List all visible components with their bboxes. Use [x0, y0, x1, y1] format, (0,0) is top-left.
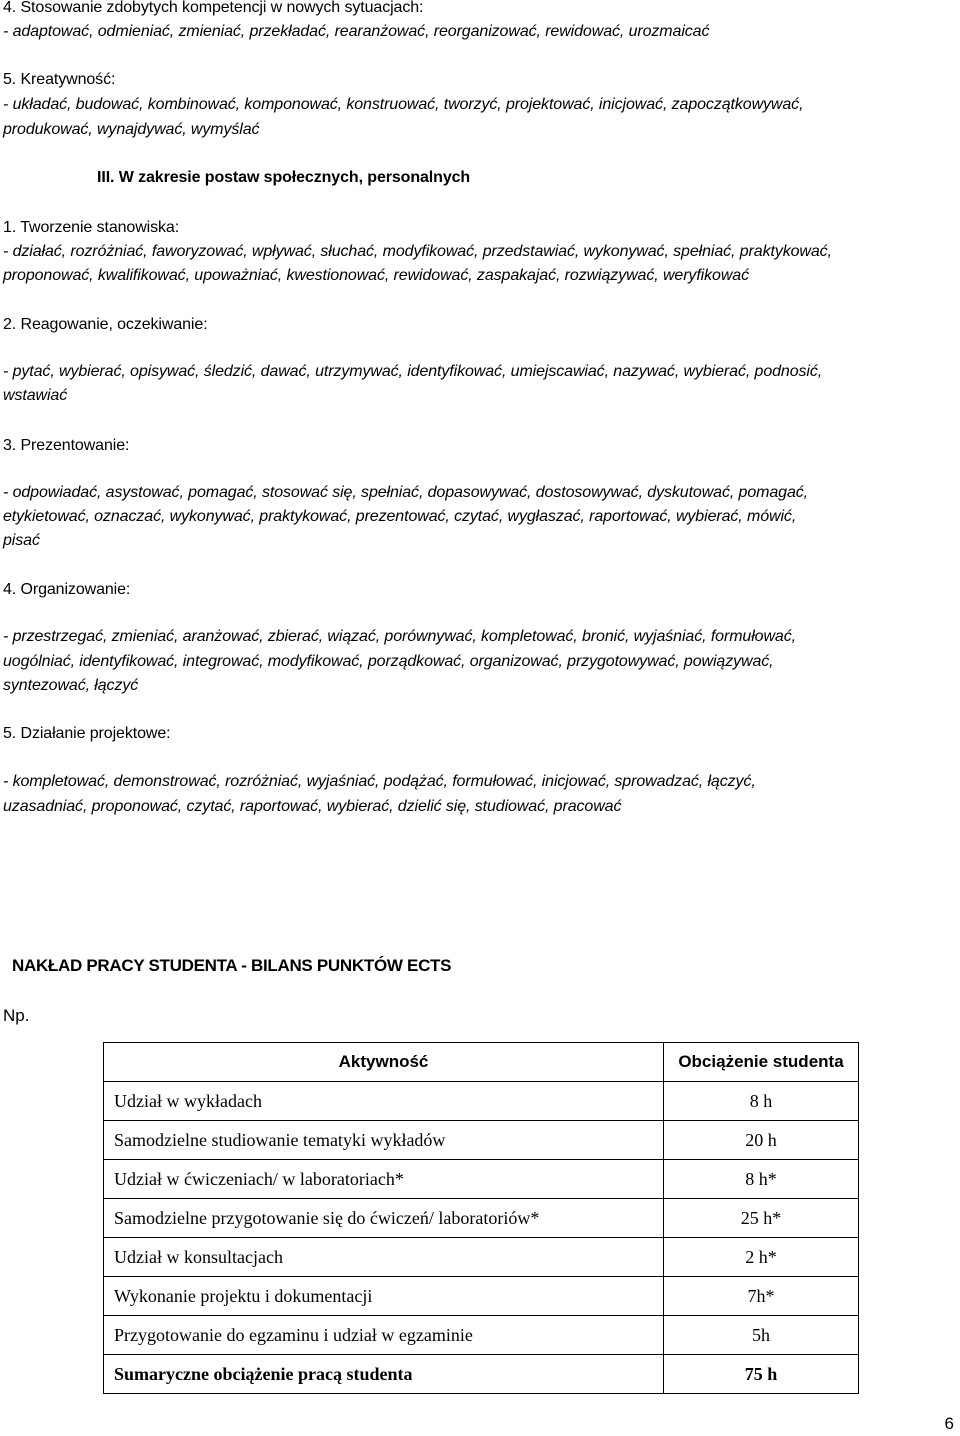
section-2-title: 2. Reagowanie, oczekiwanie:	[3, 316, 208, 333]
table-row	[104, 1160, 859, 1199]
competence-5-verbs-line2: produkować, wynajdywać, wymyślać	[3, 121, 260, 138]
section-5-line2: uzasadniać, proponować, czytać, raportować, wybierać, dzielić się, studiować, pracować	[3, 798, 622, 815]
section-2-line2: wstawiać	[3, 387, 68, 404]
section-3-title: 3. Prezentowanie:	[3, 437, 130, 454]
activity-cell: Udział w wykładach	[104, 1082, 664, 1121]
summary-total-cell: 75 h	[664, 1355, 859, 1394]
table-row	[104, 1316, 859, 1355]
section-1-line2: proponować, kwalifikować, upoważniać, kwestionować, rewidować, zaspakajać, rozwiązywać, weryfikować	[3, 267, 749, 284]
activity-cell: Samodzielne przygotowanie się do ćwiczeń/ laboratoriów*	[104, 1199, 664, 1238]
ects-table	[103, 1042, 859, 1394]
section-4-title: 4. Organizowanie:	[3, 581, 131, 598]
section-5-line1: - kompletować, demonstrować, rozróżniać, wyjaśniać, podążać, formułować, inicjować, sprowadzać, łączyć,	[3, 773, 756, 790]
column-header-activity: Aktywność	[104, 1043, 664, 1082]
section-3-line2: etykietować, oznaczać, wykonywać, praktykować, prezentować, czytać, wygłaszać, raportować, wybierać, mówić,	[3, 508, 797, 525]
table-summary-row	[104, 1355, 859, 1394]
section-4-line3: syntezować, łączyć	[3, 677, 139, 694]
table-header-row	[104, 1043, 859, 1082]
workload-cell: 25 h*	[664, 1199, 859, 1238]
workload-cell: 8 h*	[664, 1160, 859, 1199]
workload-cell: 7h*	[664, 1277, 859, 1316]
table-row	[104, 1121, 859, 1160]
section-1-title: 1. Tworzenie stanowiska:	[3, 219, 180, 236]
section-2-line1: - pytać, wybierać, opisywać, śledzić, dawać, utrzymywać, identyfikować, umiejscawiać, nazywać, wybierać, podnosić,	[3, 363, 823, 380]
section-4-line2: uogólniać, identyfikować, integrować, modyfikować, porządkować, organizować, przygotowywać, powiązywać,	[3, 653, 774, 670]
section-4-line1: - przestrzegać, zmieniać, aranżować, zbierać, wiązać, porównywać, kompletować, bronić, wyjaśniać, formułować,	[3, 628, 796, 645]
activity-cell: Udział w ćwiczeniach/ w laboratoriach*	[104, 1160, 664, 1199]
section-iii-heading: III. W zakresie postaw społecznych, personalnych	[97, 169, 471, 186]
activity-cell: Wykonanie projektu i dokumentacji	[104, 1277, 664, 1316]
activity-cell: Przygotowanie do egzaminu i udział w egzaminie	[104, 1316, 664, 1355]
activity-cell: Samodzielne studiowanie tematyki wykładów	[104, 1121, 664, 1160]
column-header-workload: Obciążenie studenta	[664, 1043, 859, 1082]
table-row	[104, 1238, 859, 1277]
ects-heading: NAKŁAD PRACY STUDENTA - BILANS PUNKTÓW ECTS	[12, 956, 452, 975]
section-3-line3: pisać	[3, 532, 40, 549]
section-1-line1: - działać, rozróżniać, faworyzować, wpływać, słuchać, modyfikować, przedstawiać, wykonywać, spełniać, praktykować,	[3, 243, 832, 260]
competence-5-title: 5. Kreatywność:	[3, 71, 116, 88]
activity-cell: Udział w konsultacjach	[104, 1238, 664, 1277]
table-row	[104, 1082, 859, 1121]
workload-cell: 5h	[664, 1316, 859, 1355]
summary-label-cell: Sumaryczne obciążenie pracą studenta	[104, 1355, 664, 1394]
competence-4-title: 4. Stosowanie zdobytych kompetencji w nowych sytuacjach:	[3, 0, 424, 16]
table-row	[104, 1199, 859, 1238]
section-3-line1: - odpowiadać, asystować, pomagać, stosować się, spełniać, dopasowywać, dostosowywać, dyskutować, pomagać,	[3, 484, 809, 501]
workload-cell: 2 h*	[664, 1238, 859, 1277]
workload-cell: 20 h	[664, 1121, 859, 1160]
section-5-title: 5. Działanie projektowe:	[3, 725, 171, 742]
competence-4-verbs: - adaptować, odmieniać, zmieniać, przekładać, rearanżować, reorganizować, rewidować, urozmaicać	[3, 23, 710, 40]
workload-cell: 8 h	[664, 1082, 859, 1121]
table-row	[104, 1277, 859, 1316]
example-label: Np.	[3, 1006, 30, 1025]
competence-5-verbs-line1: - układać, budować, kombinować, komponować, konstruować, tworzyć, projektować, inicjować, zapoczątkowywać,	[3, 96, 804, 113]
page-number: 6	[944, 1414, 954, 1433]
